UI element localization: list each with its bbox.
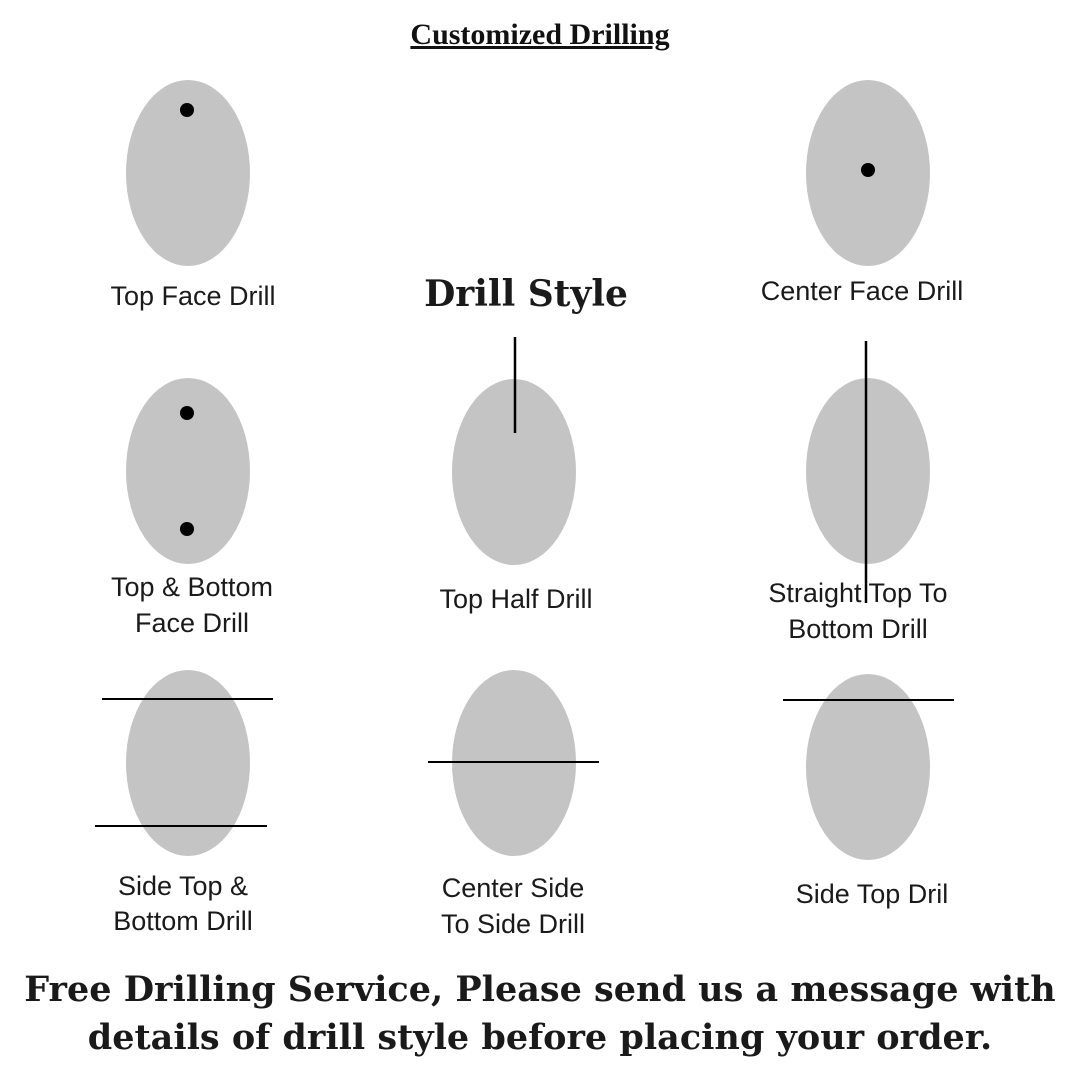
side-top-bottom-drill-label-line2: Bottom Drill [113,906,253,936]
top-bottom-face-drill-label-line1: Top & Bottom [110,572,274,602]
center-face-drill-item [761,80,964,306]
top-bottom-face-drill-label-line2: Face Drill [134,608,250,638]
center-side-drill-label-line1: Center Side [441,873,585,903]
drill-hole [180,103,194,117]
footer-message [0,966,1080,1062]
side-top-drill-item [783,674,954,909]
side-top-bottom-drill-label-line1: Side Top & [117,871,249,901]
center-face-drill-label: Center Face Drill [760,276,964,306]
center-side-drill-item [428,670,599,939]
top-face-drill-label: Top Face Drill [110,281,276,311]
straight-top-bottom-drill-label-line2: Bottom Drill [788,614,928,644]
footer-line-2: details of drill style before placing your order. [87,1017,993,1058]
top-half-drill-label: Top Half Drill [439,584,593,614]
bead-shape [806,674,930,860]
top-bottom-face-drill-item [111,378,273,638]
straight-top-bottom-drill-label-line1: Straight Top To [768,578,948,608]
footer-line-1: Free Drilling Service, Please send us a message with [24,969,1056,1010]
side-top-bottom-drill-item [95,670,273,936]
top-half-drill-item [439,337,592,614]
bead-shape [806,378,930,564]
top-face-drill-item [110,80,275,311]
bead-shape [126,378,250,564]
drill-hole-bottom [180,522,194,536]
drill-hole-top [180,406,194,420]
center-side-drill-label-line2: To Side Drill [440,909,586,939]
drill-hole [861,163,875,177]
straight-top-bottom-drill-item [768,341,947,644]
drill-style-heading: Drill Style [424,273,628,315]
bead-shape [126,670,250,856]
page-title: Customized Drilling [410,18,670,51]
side-top-drill-label: Side Top Dril [795,879,949,909]
